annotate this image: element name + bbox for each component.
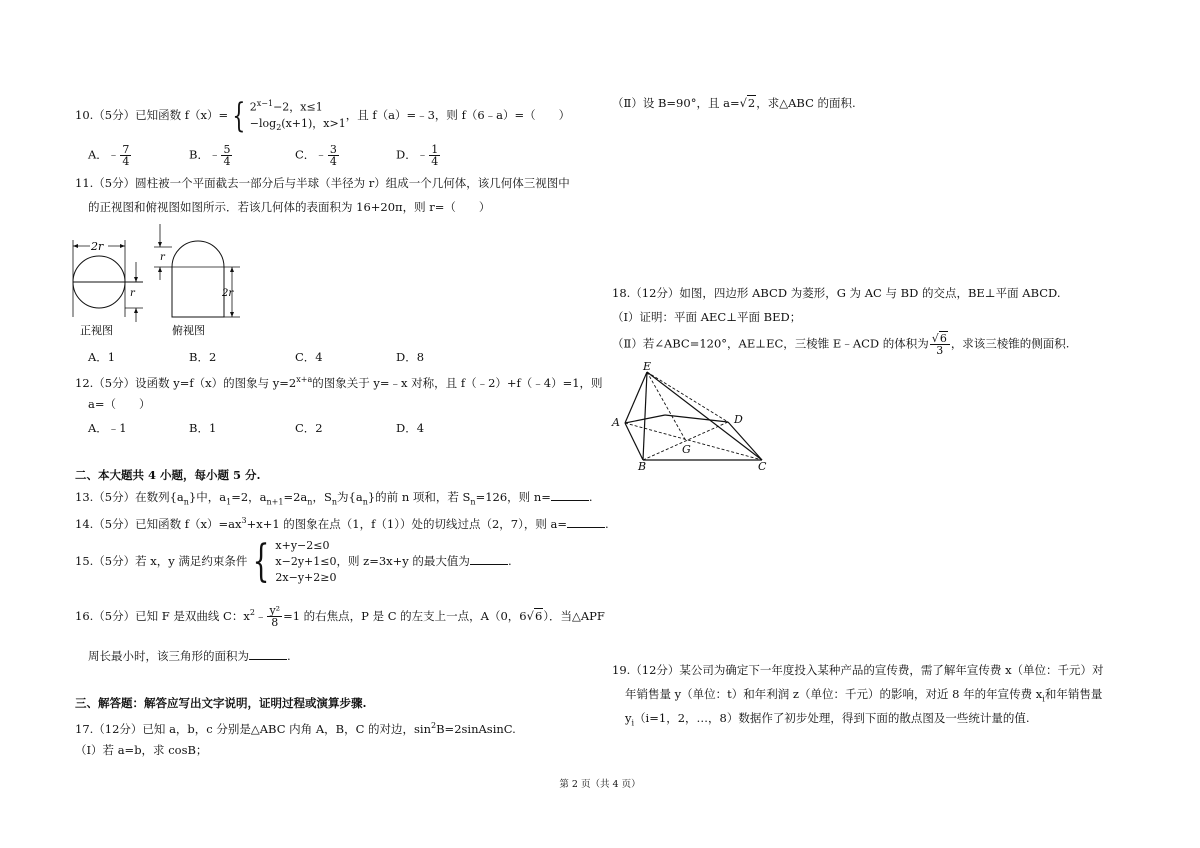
vertex-c-label: C	[758, 460, 767, 472]
vertex-e-label: E	[643, 360, 652, 373]
q12-option-a[interactable]: A．﹣1	[88, 421, 127, 435]
section-2-heading: 二、本大题共 4 小题，每小题 5 分.	[75, 468, 261, 482]
top-view-caption: 俯视图	[172, 324, 205, 337]
q18-part-2: （Ⅱ）若∠ABC=120°，AE⊥EC，三棱锥 E﹣ACD 的体积为 $\frac{√6}{3}$ ，求该三棱锥的侧面积.	[612, 332, 1070, 357]
q13-answer-blank[interactable]	[551, 490, 589, 501]
vertex-b-label: B	[638, 460, 647, 472]
vertex-d-label: D	[734, 413, 743, 426]
q17-part-2: （Ⅱ）设 B=90°，且 a=√2，求△ABC 的面积.	[612, 96, 856, 110]
question-16-line2: 周长最小时，该三角形的面积为 .	[88, 649, 291, 663]
q12-option-b[interactable]: B．1	[189, 421, 217, 435]
q18-part-1: （Ⅰ）证明：平面 AEC⊥平面 BED；	[612, 310, 802, 324]
question-17: 17.（12分）已知 a，b，c 分别是△ABC 内角 A，B，C 的对边，$\sin^2B=2sinAsinC$.	[75, 721, 516, 736]
q18-rhombus-pyramid-figure	[610, 360, 780, 472]
q10-cases: $2^{x-1}-2$，x≤1 $-\log_2(x+1)$，x>1	[249, 99, 346, 132]
label-r-front: r	[130, 288, 135, 299]
q19-line1: 19.（12分）某公司为确定下一年度投入某种产品的宣传费，需了解年宣传费 x（单位：千元）对	[612, 663, 1104, 677]
q11-line2: 的正视图和俯视图如图所示．若该几何体的表面积为 16+20π，则 r=（ ）	[88, 200, 491, 214]
q11-option-a[interactable]: A．1	[88, 350, 116, 364]
q11-three-view-figure	[68, 222, 268, 342]
section-3-heading: 三、解答题：解答应写出文字说明，证明过程或演算步骤.	[75, 696, 367, 710]
q12-line2: a=（ ）	[88, 397, 151, 411]
label-2r-top: 2r	[222, 288, 234, 299]
q11-option-d[interactable]: D．8	[396, 350, 425, 364]
q19-line3: $y_i(i=1$，2，…，8）数据作了初步处理，得到下面的散点图及一些统计量的值.	[625, 711, 1030, 728]
q11-option-b[interactable]: B．2	[189, 350, 217, 364]
q10-option-d[interactable]: D．﹣ $\frac{1}{4}$	[396, 143, 439, 168]
vertex-a-label: A	[612, 416, 620, 429]
q18-line1: 18.（12分）如图，四边形 ABCD 为菱形，G 为 AC 与 BD 的交点，BE⊥平面 ABCD.	[612, 286, 1061, 300]
page-footer: 第 2 页（共 4 页）	[559, 779, 641, 790]
q16-answer-blank[interactable]	[249, 649, 287, 660]
question-13: 13.（5分）在数列$\{a_n\}$中，$a_1=2$，$a_{n+1}=2a_n$，$S_n$为$\{a_n\}$的前 n 项和，若 $S_n=126$，则 n= .	[75, 490, 593, 507]
question-15: 15.（5分）若 x，y 满足约束条件 { x+y−2≤0 x−2y+1≤0 2x−y+2≥0，则 z=3x+y 的最大值为 .	[75, 536, 512, 587]
front-view	[73, 240, 143, 322]
label-2r-front: 2r	[91, 240, 104, 253]
q11-line1: 11.（5分）圆柱被一个平面截去一部分后与半球（半径为 r）组成一个几何体，该几何体三视图中	[75, 176, 570, 190]
q15-brace: {	[253, 536, 270, 587]
q11-option-c[interactable]: C．4	[295, 350, 323, 364]
label-r-top: r	[160, 252, 165, 263]
q12-option-c[interactable]: C．2	[295, 421, 323, 435]
question-10: 10.（5分）已知函数 f（x）= { $2^{x-1}-2$，x≤1 $-\log_2(x+1)$，x>1，且 f（a）=﹣3，则 f（6﹣a）=（ ）	[75, 95, 571, 136]
q19-line2: 年销售量 y（单位：t）和年利润 z（单位：千元）的影响，对近 8 年的年宣传费 $x_i$和年销售量	[625, 687, 1103, 704]
point-g-label: G	[682, 443, 691, 456]
question-14: 14.（5分）已知函数 $f(x)=ax^3+x+1$ 的图象在点（1，f（1））处的切线过点（2，7），则 a= .	[75, 516, 609, 531]
q12-option-d[interactable]: D．4	[396, 421, 425, 435]
q17-part-1: （Ⅰ）若 a=b，求 cosB；	[75, 743, 208, 757]
q10-option-c[interactable]: C．﹣ $\frac{3}{4}$	[295, 143, 337, 168]
q10-option-b[interactable]: B．﹣ $\frac{5}{4}$	[189, 143, 231, 168]
top-view	[154, 224, 240, 317]
q10-stem: 10.（5分）已知函数 f（x）=	[75, 107, 229, 122]
q10-option-a[interactable]: A．﹣ $\frac{7}{4}$	[88, 143, 130, 168]
q10-brace: {	[232, 95, 246, 136]
question-16-line1: 16.（5分）已知 F 是双曲线 C：$x^2﹣$ $\frac{\text{y²}}{8}$ =1 的右焦点，P 是 C 的左支上一点，A（0，6√6）．当△APF	[75, 604, 605, 630]
q15-constraints: x+y−2≤0 x−2y+1≤0 2x−y+2≥0	[275, 539, 337, 584]
q15-answer-blank[interactable]	[470, 554, 508, 565]
front-view-caption: 正视图	[80, 324, 113, 337]
q12-line1: 12.（5分）设函数 y=f（x）的图象与 $y=2^{x+a}$的图象关于 y=﹣x 对称，且 f（﹣2）+f（﹣4）=1，则	[75, 375, 603, 390]
q14-answer-blank[interactable]	[567, 517, 605, 528]
